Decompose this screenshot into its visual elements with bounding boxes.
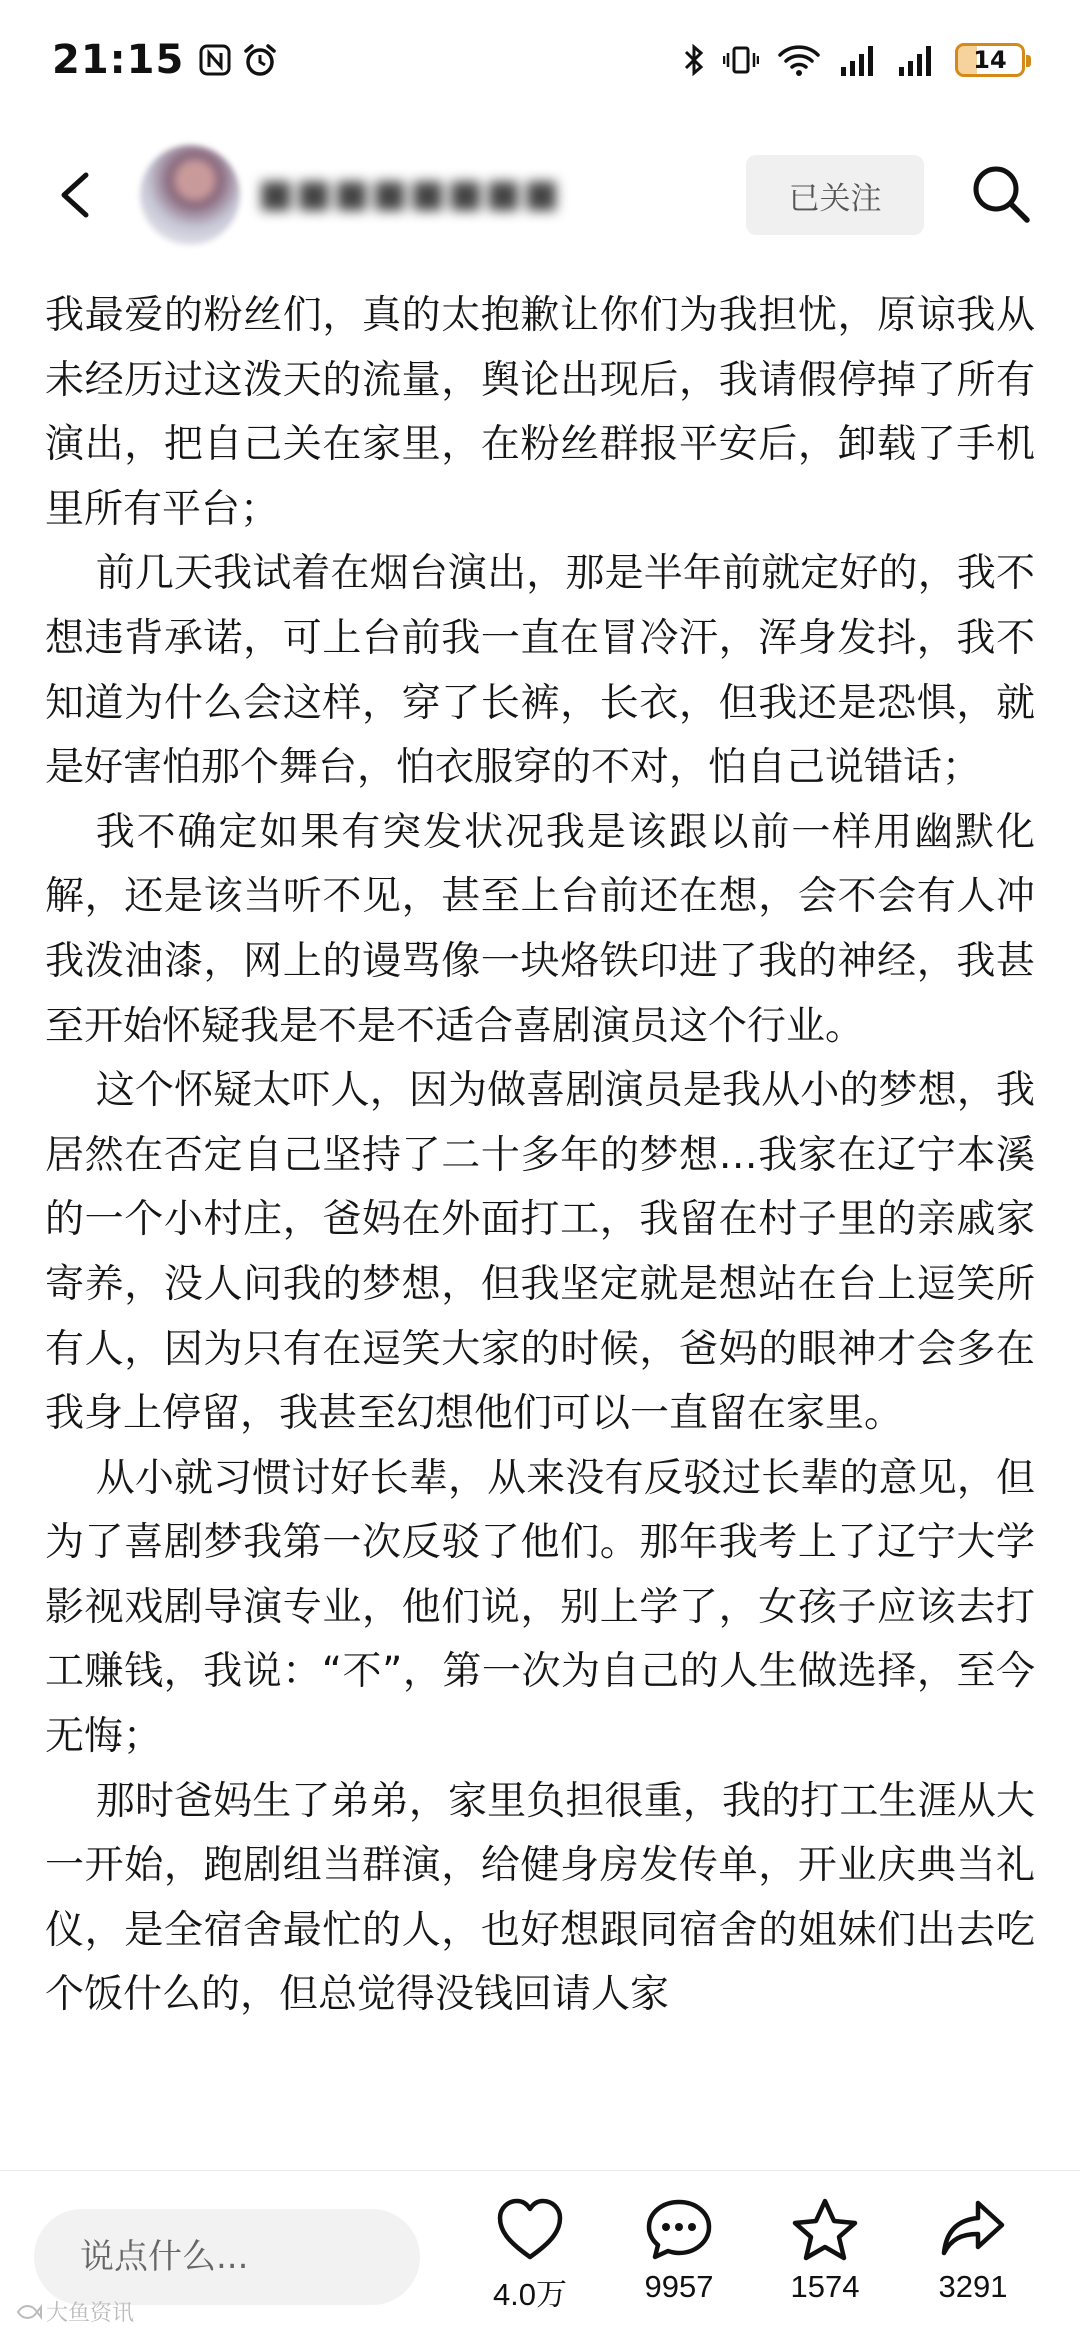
heart-icon [495,2197,565,2263]
avatar[interactable] [140,145,240,245]
watermark-text: 大鱼资讯 [46,2301,135,2326]
article-paragraph: 那时爸妈生了弟弟，家里负担很重，我的打工生涯从大一开始，跑剧组当群演，给健身房发传单，开业庆典当礼仪，是全宿舍最忙的人，也好想跟同宿舍的姐妹们出去吃个饭什么的，但总觉得没钱回请人家 [45,1778,1035,2018]
article-paragraph: 前几天我试着在烟台演出，那是半年前就定好的，我不想违背承诺，可上台前我一直在冒冷汗，浑身发抖，我不知道为什么会这样，穿了长裤，长衣，但我还是恐惧，就是好害怕那个舞台，怕衣服穿的不对，怕自己说错话； [45,551,1035,791]
back-icon [48,155,108,235]
like-count: 4.0万 [492,2277,568,2312]
signal-icon [839,43,879,77]
article-paragraph: 我不确定如果有突发状况我是该跟以前一样用幽默化解，还是该当听不见，甚至上台前还在想，会不会有人冲我泼油漆，网上的谩骂像一块烙铁印进了我的神经，我甚至开始怀疑我是不是不适合喜剧演员这个行业。 [45,809,1035,1049]
battery-level: 14 [973,46,1007,74]
bluetooth-icon [683,42,705,78]
search-button[interactable] [965,159,1037,231]
bottom-action-bar [0,2170,1080,2332]
favorite-button[interactable] [760,2197,890,2305]
article-paragraph: 我最爱的粉丝们，真的太抱歉让你们为我担忧，原谅我从未经历过这泼天的流量，舆论出现后，我请假停掉了所有演出，把自己关在家里，在粉丝群报平安后，卸载了手机里所有平台； [45,293,1035,532]
fish-icon [16,2301,42,2323]
share-count: 3291 [938,2269,1008,2304]
comment-input[interactable] [34,2209,420,2305]
share-button[interactable] [908,2197,1038,2305]
status-time: 21:15 [52,37,185,83]
star-icon [790,2197,860,2263]
share-icon [938,2197,1008,2263]
watermark [16,2296,134,2327]
alarm-icon [242,42,278,78]
article-paragraph: 这个怀疑太吓人，因为做喜剧演员是我从小的梦想，我居然在否定自己坚持了二十多年的梦想…我家在辽宁本溪的一个小村庄，爸妈在外面打工，我留在村子里的亲戚家寄养，没人问我的梦想，但我坚定就是想站在台上逗笑所有人，因为只有在逗笑大家的时候，爸妈的眼神才会多在我身上停留，我甚至幻想他们可以一直留在家里。 [45,1068,1035,1437]
article-paragraph: 从小就习惯讨好长辈，从来没有反驳过长辈的意见，但为了喜剧梦我第一次反驳了他们。那年我考上了辽宁大学影视戏剧导演专业，他们说，别上学了，女孩子应该去打工赚钱，我说：“不”，第一次为自己的人生做选择，至今无悔； [45,1455,1035,1760]
header [0,125,1080,275]
comment-icon [644,2197,714,2263]
vibrate-icon [723,42,759,78]
account-name[interactable]: ■■■■■■■■ [258,171,562,215]
favorite-count: 1574 [790,2269,860,2304]
status-bar [0,0,1080,120]
article-body [45,284,1035,2169]
battery-icon [955,43,1025,77]
comment-count: 9957 [644,2269,714,2304]
back-button[interactable] [48,155,108,235]
nfc-icon [198,43,232,77]
like-button[interactable] [465,2197,595,2314]
search-icon [965,159,1037,231]
comment-button[interactable] [614,2197,744,2305]
wifi-icon [777,42,821,78]
signal-icon [897,43,937,77]
follow-button[interactable]: 已关注 [746,155,924,235]
